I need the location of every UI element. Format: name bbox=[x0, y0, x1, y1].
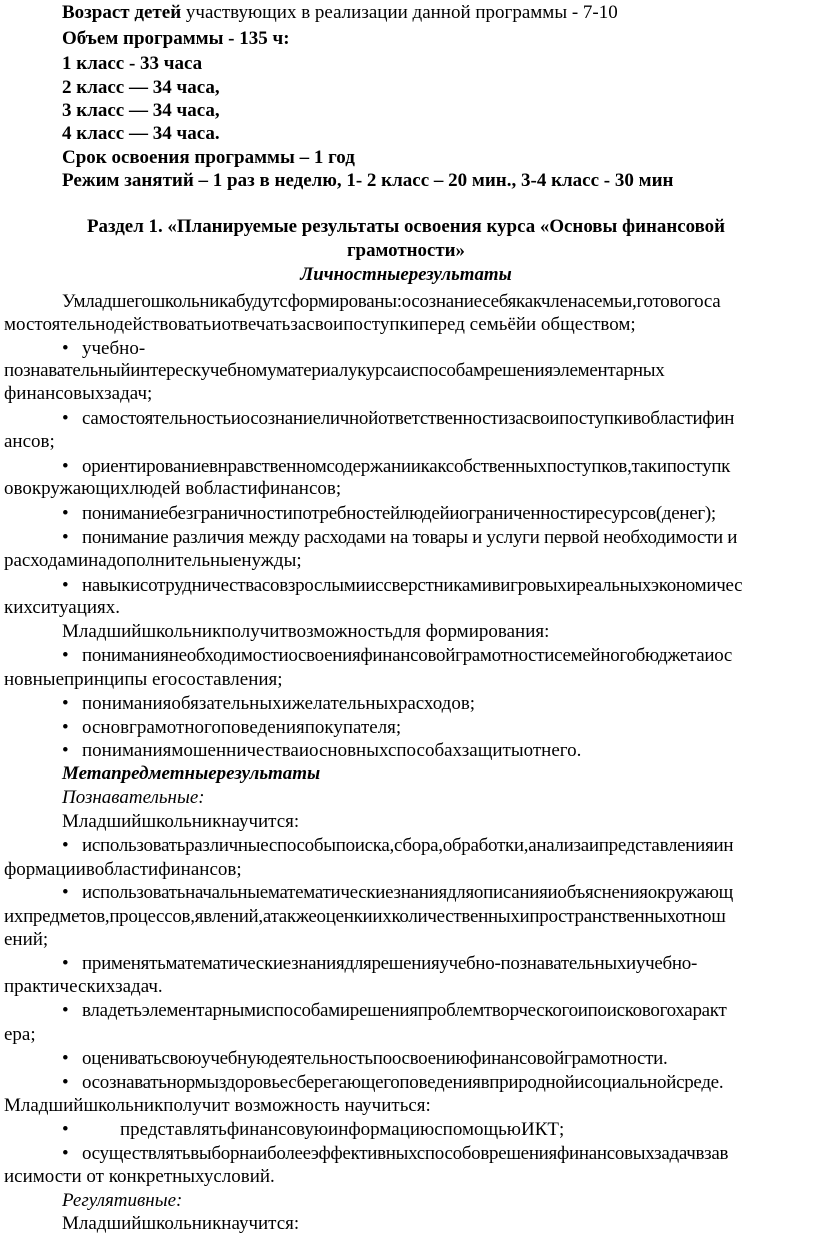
bullet-icon: • bbox=[62, 527, 69, 548]
personal-intro-line2: мостоятельнодействоватьиотвечатьзасвоипоступкиперед семьёйи обществом; bbox=[4, 314, 636, 335]
cognitive-heading: Познавательные: bbox=[62, 787, 205, 808]
bullet-icon: • bbox=[62, 1072, 69, 1093]
bullet-icon: • bbox=[62, 1000, 69, 1021]
bullet-icon: • bbox=[62, 835, 69, 856]
list-item: • представлятьфинансовуюинформациюспомощьюИКТ; bbox=[62, 1119, 565, 1140]
list-item: • понимание различия между расходами на товары и услуги первой необходимости и bbox=[62, 527, 738, 548]
personal-results-heading: Личностныерезультаты bbox=[300, 264, 512, 285]
list-item-cont: финансовыхзадач; bbox=[4, 383, 153, 404]
bullet-icon: • bbox=[62, 1048, 69, 1069]
list-item-cont: расходаминадополнительныенужды; bbox=[4, 550, 302, 571]
opportunity-intro: Младшийшкольникполучитвозможностьдля формирования: bbox=[62, 621, 550, 642]
list-item: • самостоятельностьиосознаниеличнойответственностизасвоипоступкивобластифин bbox=[62, 408, 735, 429]
grade2-line: 2 класс — 34 часа, bbox=[62, 77, 220, 98]
list-item: • использоватьначальныематематическиезнаниядляописанияиобъясненияокружающ bbox=[62, 882, 733, 903]
bullet-icon: • bbox=[62, 953, 69, 974]
list-item-cont: кихситуациях. bbox=[4, 597, 121, 618]
grade3-line: 3 класс — 34 часа, bbox=[62, 100, 220, 121]
list-item: • навыкисотрудничествасовзрослымииссверстникамивигровыхиреальныхэкономичес bbox=[62, 575, 743, 596]
section-title-line2: грамотности» bbox=[346, 240, 466, 261]
list-item-cont: практическихзадач. bbox=[4, 976, 163, 997]
bullet-icon: • bbox=[62, 717, 69, 738]
age-rest: участвующих в реализации данной программы - 7-10 bbox=[181, 2, 618, 23]
bullet-icon: • bbox=[62, 575, 69, 596]
bullet-icon: • bbox=[62, 1143, 69, 1164]
list-item: • пониманияобязательныхижелательныхрасходов; bbox=[62, 693, 476, 714]
meta-results-heading: Метапредметныерезультаты bbox=[62, 763, 321, 784]
term-line: Срок освоения программы – 1 год bbox=[62, 147, 355, 168]
list-item: • осознаватьнормыздоровьесберегающегоповедениявприроднойисоциальнойсреде. bbox=[62, 1072, 724, 1093]
list-item: • ориентированиевнравственномсодержаниикаксобственныхпоступков,такипоступк bbox=[62, 456, 731, 477]
list-item-cont: ихпредметов,процессов,явлений,атакжеоценкиихколичественныхипространственныхотнош bbox=[4, 906, 726, 927]
bullet-icon: • bbox=[62, 645, 69, 666]
bullet-icon: • bbox=[62, 740, 69, 761]
list-item: • оцениватьсвоюучебнуюдеятельностьпоосвоениюфинансовойграмотности. bbox=[62, 1048, 668, 1069]
bullet-icon: • bbox=[62, 456, 69, 477]
list-item: • владетьэлементарнымиспособамирешенияпроблемтворческогоипоисковогохаракт bbox=[62, 1000, 727, 1021]
bullet-icon: • bbox=[62, 503, 69, 524]
age-line bbox=[62, 1, 618, 25]
list-item: • пониманиямошенничестваиосновныхспособахзащитыотнего. bbox=[62, 740, 582, 761]
list-item: • пониманиянеобходимостиосвоенияфинансовойграмотностисемейногобюджетаиос bbox=[62, 645, 733, 666]
regulatory-heading: Регулятивные: bbox=[62, 1190, 183, 1211]
grade4-line: 4 класс — 34 часа. bbox=[62, 123, 220, 144]
list-item: • осуществлятьвыборнаиболееэффективныхспособоврешенияфинансовыхзадачвзав bbox=[62, 1143, 729, 1164]
cognitive-opportunity-intro: Младшийшкольникполучит возможность научиться: bbox=[4, 1095, 431, 1116]
age-label: Возраст детей bbox=[62, 2, 182, 23]
list-item-cont: исимости от конкретныхусловий. bbox=[4, 1166, 275, 1187]
list-item: • применятьматематическиезнаниядлярешенияучебно-познавательныхиучебно- bbox=[62, 953, 697, 974]
volume-line: Объем программы - 135 ч: bbox=[62, 28, 290, 49]
grade1-line: 1 класс - 33 часа bbox=[62, 53, 203, 74]
list-item-cont: ера; bbox=[4, 1024, 36, 1045]
list-item-cont: овокружающихлюдей вобластифинансов; bbox=[4, 478, 342, 499]
list-item: • учебно- bbox=[62, 338, 146, 359]
regulatory-intro: Младшийшкольникнаучится: bbox=[62, 1213, 300, 1234]
list-item-cont: познавательныйинтерескучебномуматериалукурсаиспособамрешенияэлементарных bbox=[4, 360, 665, 381]
list-item-cont: формациивобластифинансов; bbox=[4, 859, 242, 880]
list-item: • пониманиебезграничностипотребностейлюдейиограниченностиресурсов(денег); bbox=[62, 503, 716, 524]
bullet-icon: • bbox=[62, 338, 69, 359]
personal-intro-line1: Умладшегошкольникабудутсформированы:осознаниесебякакчленасемьи,готовогоса bbox=[62, 291, 721, 312]
bullet-icon: • bbox=[62, 882, 69, 903]
schedule-line: Режим занятий – 1 раз в неделю, 1- 2 класс – 20 мин., 3-4 класс - 30 мин bbox=[62, 170, 674, 191]
cognitive-intro: Младшийшкольникнаучится: bbox=[62, 811, 300, 832]
bullet-icon: • bbox=[62, 408, 69, 429]
list-item: • использоватьразличныеспособыпоиска,сбора,обработки,анализаипредставленияин bbox=[62, 835, 734, 856]
section-title-line1: Раздел 1. «Планируемые результаты освоения курса «Основы финансовой bbox=[86, 216, 726, 237]
bullet-icon: • bbox=[62, 693, 69, 714]
bullet-icon: • bbox=[62, 1119, 69, 1140]
list-item-cont: ансов; bbox=[4, 431, 55, 452]
list-item-cont: ений; bbox=[4, 929, 49, 950]
list-item-cont: новныепринципы егосоставления; bbox=[4, 669, 283, 690]
list-item: • основграмотногоповеденияпокупателя; bbox=[62, 717, 402, 738]
